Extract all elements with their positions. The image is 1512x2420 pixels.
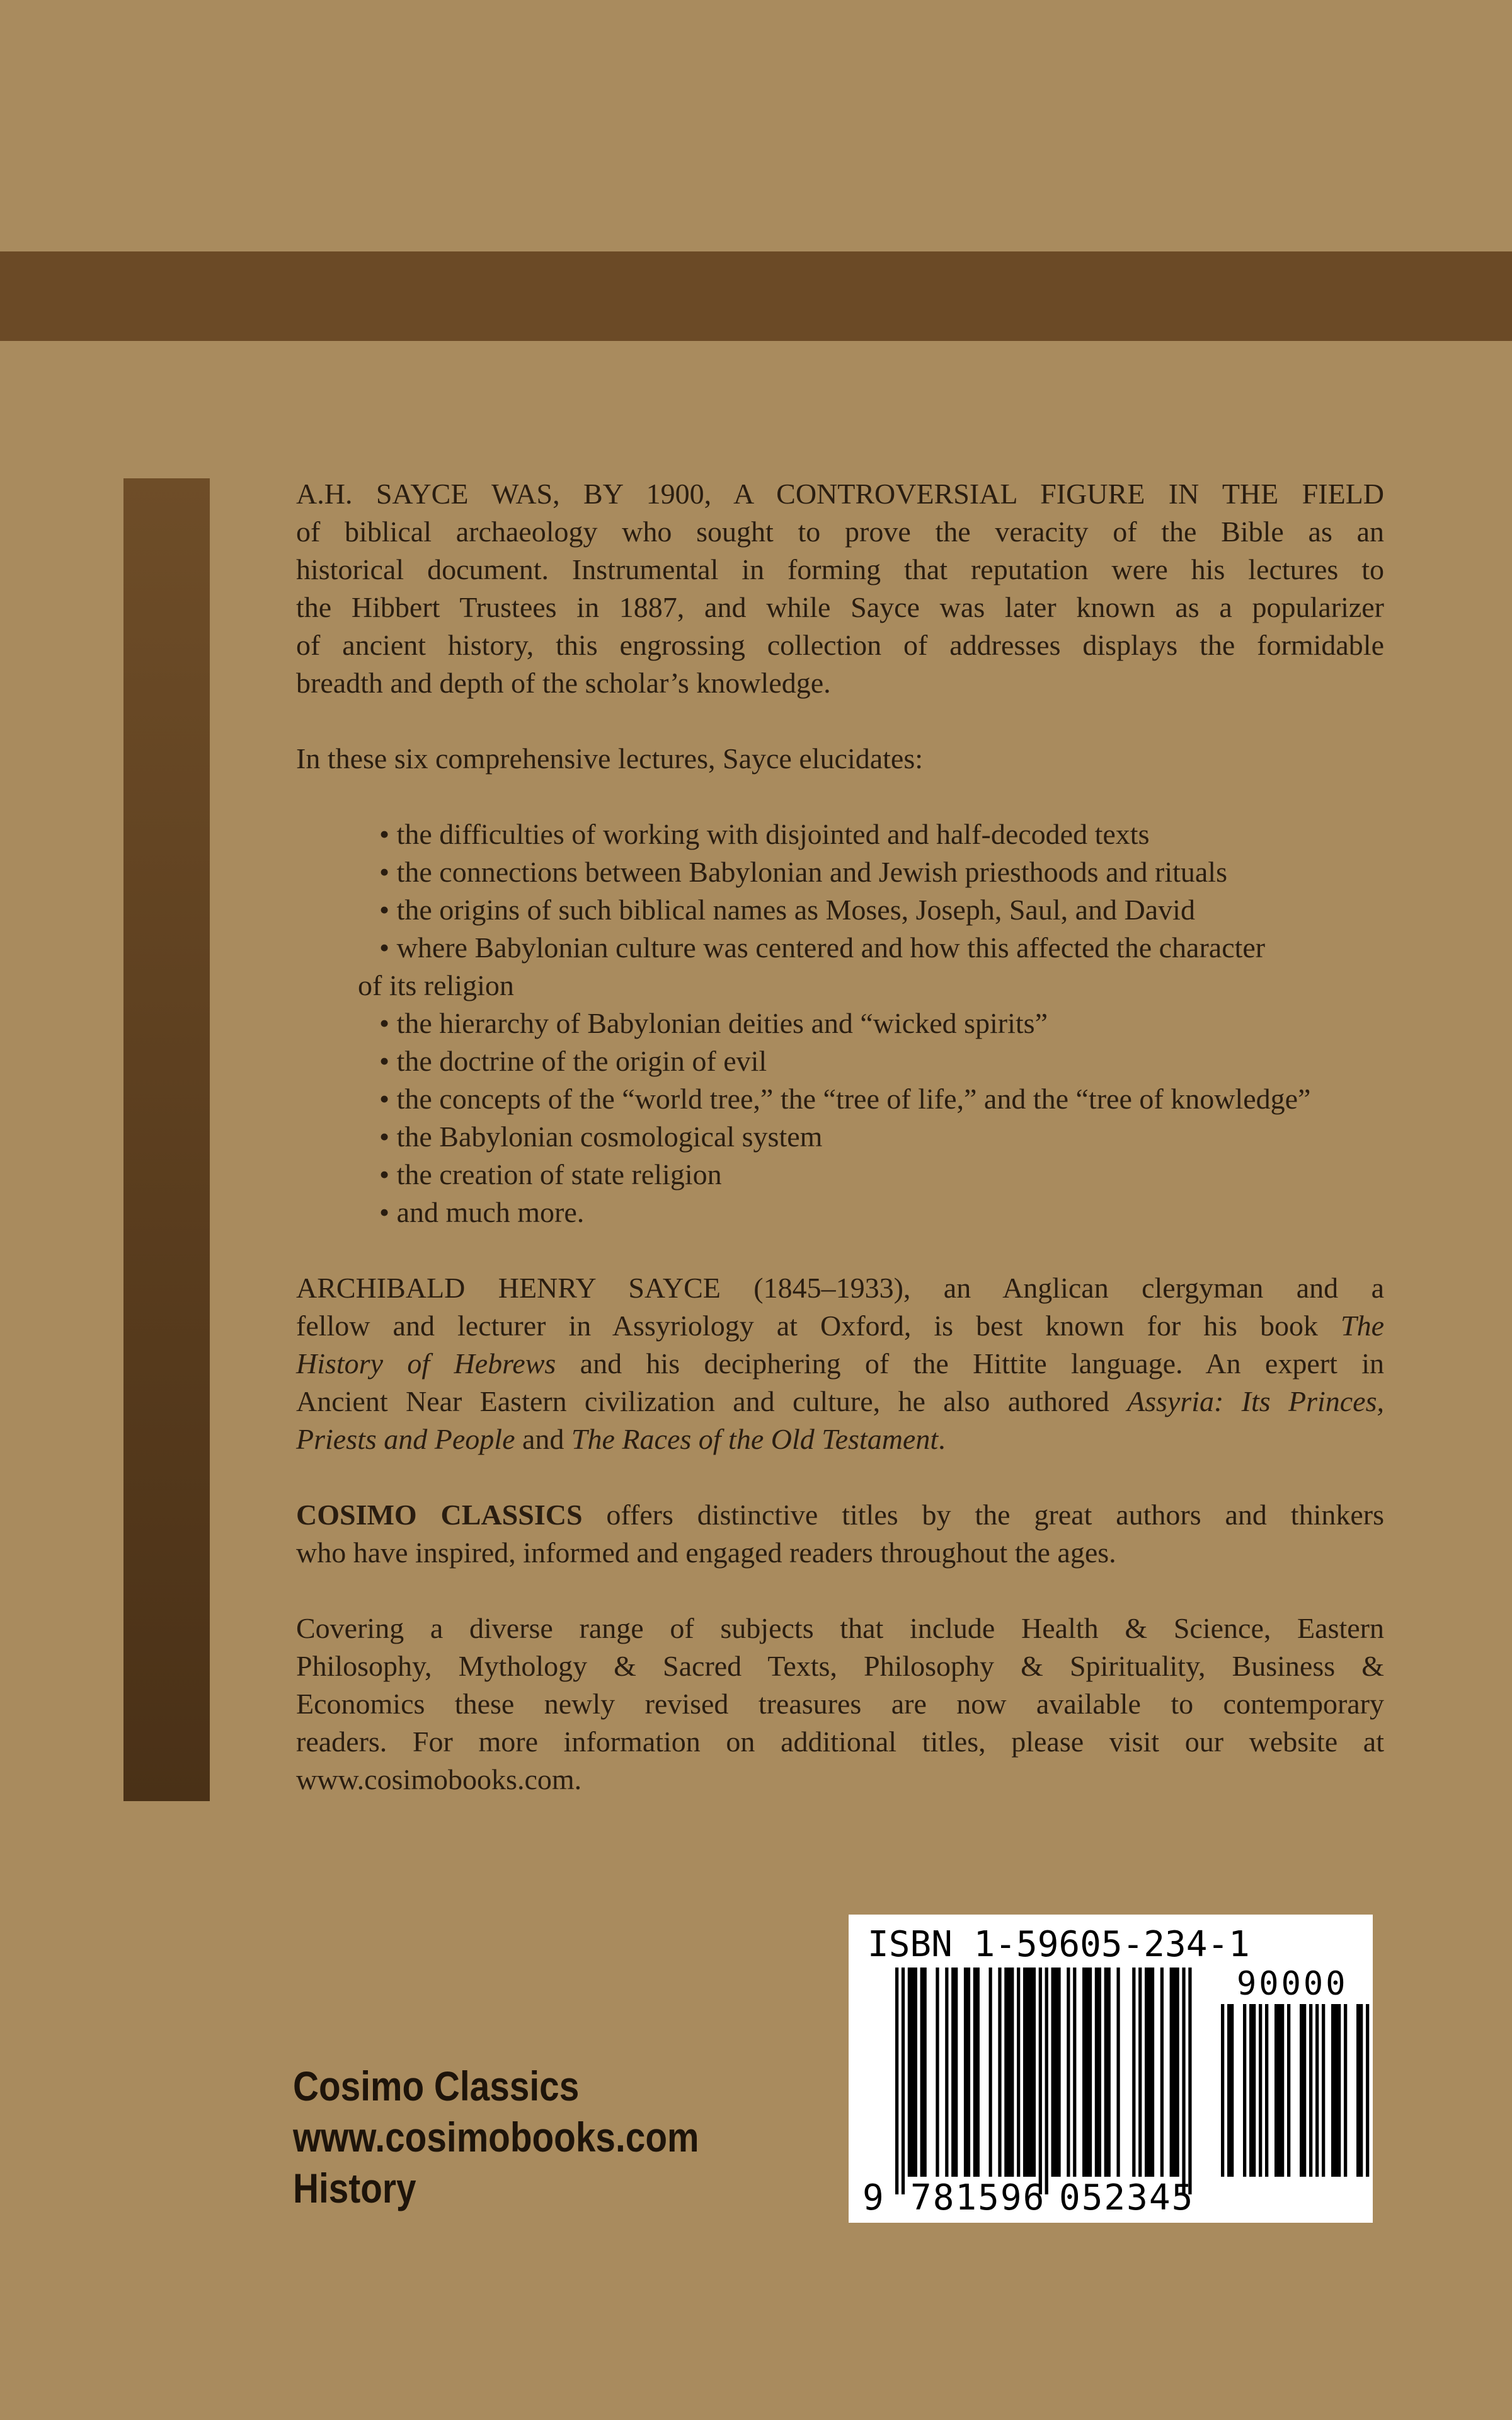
- topic-list-item: • the concepts of the “world tree,” the “tree of life,” and the “tree of knowledge”: [379, 1083, 1311, 1115]
- text-line: [296, 626, 1384, 664]
- barcode-bar: [908, 1968, 911, 2177]
- barcode-bars: [849, 1915, 1373, 2223]
- lecture-topics-list: [296, 815, 1384, 1231]
- barcode-bar: [967, 1968, 970, 2177]
- text-segment: who have inspired, informed and engaged readers throughout the ages.: [296, 1536, 1116, 1569]
- italic-title: Priests and People: [296, 1423, 515, 1455]
- italic-title: History of Hebrews: [296, 1347, 556, 1380]
- text-line: [296, 1383, 1384, 1420]
- isbn-barcode: [849, 1915, 1373, 2223]
- addon-bar: [1281, 2004, 1284, 2177]
- barcode-bar: [1138, 1968, 1142, 2177]
- text-line: [296, 664, 1384, 702]
- barcode-bar: [1148, 1968, 1151, 2177]
- barcode-bar: [1108, 1968, 1111, 2177]
- addon-bar: [1252, 2004, 1256, 2177]
- text-line: [296, 740, 1384, 778]
- text-segment: the Hibbert Trustees in 1887, and while Sayce was later known as a popularizer: [296, 591, 1384, 623]
- barcode-bar: [964, 1968, 967, 2177]
- barcode-bar: [1082, 1968, 1085, 2177]
- text-line: [296, 513, 1384, 551]
- ean13-right-digits: 052345: [1059, 2177, 1194, 2218]
- addon-bar: [1366, 2004, 1369, 2177]
- barcode-bar: [1067, 1968, 1070, 2177]
- topic-list-item: • the connections between Babylonian and Jewish priesthoods and rituals: [379, 856, 1227, 888]
- barcode-bar: [1017, 1968, 1020, 2177]
- addon-bar: [1309, 2004, 1312, 2177]
- barcode-bar: [920, 1968, 924, 2177]
- text-segment: and: [515, 1423, 571, 1455]
- barcode-bar: [954, 1968, 958, 2177]
- addon-bar: [1300, 2004, 1303, 2177]
- isbn-label: ISBN 1-59605-234-1: [868, 1924, 1250, 1965]
- barcode-bar: [1054, 1968, 1057, 2177]
- text-line: [296, 1761, 1384, 1799]
- text-line: [296, 1496, 1384, 1534]
- addon-bar: [1287, 2004, 1290, 2177]
- barcode-bar: [1151, 1968, 1154, 2177]
- author-bio-paragraph: [296, 1269, 1384, 1458]
- barcode-bar: [945, 1968, 948, 2177]
- barcode-guard-bar: [1182, 1968, 1185, 2194]
- barcode-bar: [1098, 1968, 1101, 2177]
- addon-bar: [1278, 2004, 1281, 2177]
- barcode-bar: [1173, 1968, 1176, 2177]
- barcode-bar: [1089, 1968, 1092, 2177]
- barcode-bar: [1057, 1968, 1060, 2177]
- barcode-bar: [1085, 1968, 1089, 2177]
- barcode-bar: [1033, 1968, 1036, 2177]
- addon-bar: [1303, 2004, 1306, 2177]
- barcode-bar: [1160, 1968, 1164, 2177]
- text-line: [296, 1610, 1384, 1647]
- addon-bar: [1344, 2004, 1347, 2177]
- text-line: [296, 589, 1384, 626]
- topic-list-item: • the Babylonian cosmological system: [379, 1121, 823, 1153]
- text-segment: historical document. Instrumental in forming that reputation were his lectures to: [296, 553, 1384, 585]
- topic-list-item: • the doctrine of the origin of evil: [379, 1045, 767, 1077]
- text-segment: Ancient Near Eastern civilization and culture, he also authored: [296, 1385, 1127, 1417]
- barcode-bar: [1007, 1968, 1011, 2177]
- barcode-guard-bar: [1039, 1968, 1042, 2194]
- addon-bar: [1322, 2004, 1325, 2177]
- barcode-bar: [1026, 1968, 1029, 2177]
- intro-paragraph: [296, 475, 1384, 702]
- barcode-bar: [1104, 1968, 1108, 2177]
- text-segment: of biblical archaeology who sought to prove the veracity of the Bible as an: [296, 516, 1384, 548]
- barcode-bar: [1095, 1968, 1098, 2177]
- barcode-bar: [914, 1968, 917, 2177]
- addon-bar: [1360, 2004, 1363, 2177]
- text-segment: Philosophy, Mythology & Sacred Texts, Philosophy & Spirituality, Business &: [296, 1650, 1384, 1682]
- topic-list-item: • and much more.: [379, 1196, 585, 1228]
- addon-bar: [1331, 2004, 1334, 2177]
- topic-list-item: of its religion: [358, 969, 514, 1001]
- barcode-bar: [951, 1968, 954, 2177]
- top-color-band: [0, 251, 1512, 341]
- barcode-bar: [1023, 1968, 1026, 2177]
- text-segment: breadth and depth of the scholar’s knowledge.: [296, 667, 831, 699]
- text-line: [296, 1647, 1384, 1685]
- barcode-bar: [1132, 1968, 1135, 2177]
- subjects-paragraph: [296, 1610, 1384, 1799]
- addon-bar: [1259, 2004, 1262, 2177]
- barcode-bar: [1004, 1968, 1007, 2177]
- text-segment: offers distinctive titles by the great authors and thinkers: [582, 1499, 1384, 1531]
- addon-bar: [1265, 2004, 1268, 2177]
- barcode-bar: [924, 1968, 927, 2177]
- text-segment: and his deciphering of the Hittite language. An expert in: [556, 1347, 1384, 1380]
- barcode-bar: [1011, 1968, 1014, 2177]
- barcode-bar: [936, 1968, 939, 2177]
- back-cover-description: [296, 475, 1384, 1836]
- barcode-guard-bar: [1045, 1968, 1048, 2194]
- addon-bar: [1315, 2004, 1319, 2177]
- italic-title: The: [1341, 1310, 1384, 1342]
- barcode-bar: [1116, 1968, 1120, 2177]
- addon-bar: [1221, 2004, 1224, 2177]
- text-segment: www.cosimobooks.com.: [296, 1763, 582, 1795]
- ean13-first-digit: 9: [862, 2177, 885, 2218]
- addon-bar: [1243, 2004, 1246, 2177]
- publisher-website: www.cosimobooks.com: [293, 2114, 699, 2160]
- text-segment: A.H. SAYCE WAS, BY 1900, A CONTROVERSIAL FIGURE IN THE FIELD: [296, 478, 1384, 510]
- addon-bar: [1230, 2004, 1234, 2177]
- text-line: [296, 551, 1384, 589]
- addon-bar: [1337, 2004, 1341, 2177]
- text-line: [296, 475, 1384, 513]
- text-segment: readers. For more information on additional titles, please visit our website at: [296, 1726, 1384, 1758]
- text-segment: Economics these newly revised treasures are now available to contemporary: [296, 1688, 1384, 1720]
- topic-list-item: • the difficulties of working with disjointed and half-decoded texts: [379, 818, 1150, 850]
- text-line: [296, 1307, 1384, 1345]
- text-line: [296, 1345, 1384, 1383]
- addon-bar: [1249, 2004, 1252, 2177]
- topic-list-item: • the creation of state religion: [379, 1158, 722, 1190]
- ean13-left-digits: 781596: [910, 2177, 1046, 2218]
- barcode-bar: [976, 1968, 980, 2177]
- text-line: [296, 1534, 1384, 1572]
- left-decorative-bar: [123, 478, 210, 1801]
- barcode-bar: [989, 1968, 992, 2177]
- barcode-bar: [1145, 1968, 1148, 2177]
- barcode-guard-bar: [895, 1968, 898, 2194]
- cosimo-classics-paragraph: [296, 1496, 1384, 1572]
- italic-title: The Races of the Old Testament: [571, 1423, 939, 1455]
- addon-bar: [1334, 2004, 1337, 2177]
- text-line: [296, 1685, 1384, 1723]
- addon-bar: [1227, 2004, 1230, 2177]
- barcode-bar: [1051, 1968, 1055, 2177]
- text-segment: ARCHIBALD HENRY SAYCE (1845–1933), an Anglican clergyman and a: [296, 1272, 1384, 1304]
- text-line: [296, 1269, 1384, 1307]
- bold-text: COSIMO CLASSICS: [296, 1499, 583, 1531]
- text-line: [296, 1420, 1384, 1458]
- barcode-bar: [911, 1968, 914, 2177]
- topic-list-item: • the hierarchy of Babylonian deities and “wicked spirits”: [379, 1007, 1048, 1039]
- text-segment: .: [938, 1423, 946, 1455]
- text-segment: In these six comprehensive lectures, Sayce elucidates:: [296, 742, 924, 775]
- text-segment: Covering a diverse range of subjects that include Health & Science, Eastern: [296, 1612, 1384, 1644]
- barcode-bar: [973, 1968, 976, 2177]
- topic-list-item: • the origins of such biblical names as Moses, Joseph, Saul, and David: [379, 894, 1195, 926]
- barcode-bar: [1073, 1968, 1076, 2177]
- barcode-bar: [1176, 1968, 1179, 2177]
- publisher-name: Cosimo Classics: [293, 2063, 580, 2109]
- lectures-lead-in: [296, 740, 1384, 778]
- addon-bar: [1274, 2004, 1278, 2177]
- publisher-imprint: [293, 2061, 699, 2214]
- text-segment: fellow and lecturer in Assyriology at Oxford, is best known for his book: [296, 1310, 1341, 1342]
- barcode-bar: [1170, 1968, 1173, 2177]
- addon-bar: [1356, 2004, 1360, 2177]
- book-category: History: [293, 2165, 416, 2211]
- barcode-guard-bar: [1188, 1968, 1191, 2194]
- text-segment: of ancient history, this engrossing collection of addresses displays the formidable: [296, 629, 1384, 661]
- topic-list-item: • where Babylonian culture was centered and how this affected the character: [379, 931, 1266, 964]
- barcode-bar: [998, 1968, 1001, 2177]
- price-addon-digits: 90000: [1237, 1965, 1348, 2003]
- italic-title: Assyria: Its Princes,: [1126, 1385, 1384, 1417]
- barcode-bar: [1029, 1968, 1033, 2177]
- barcode-guard-bar: [902, 1968, 905, 2194]
- text-line: [296, 1723, 1384, 1761]
